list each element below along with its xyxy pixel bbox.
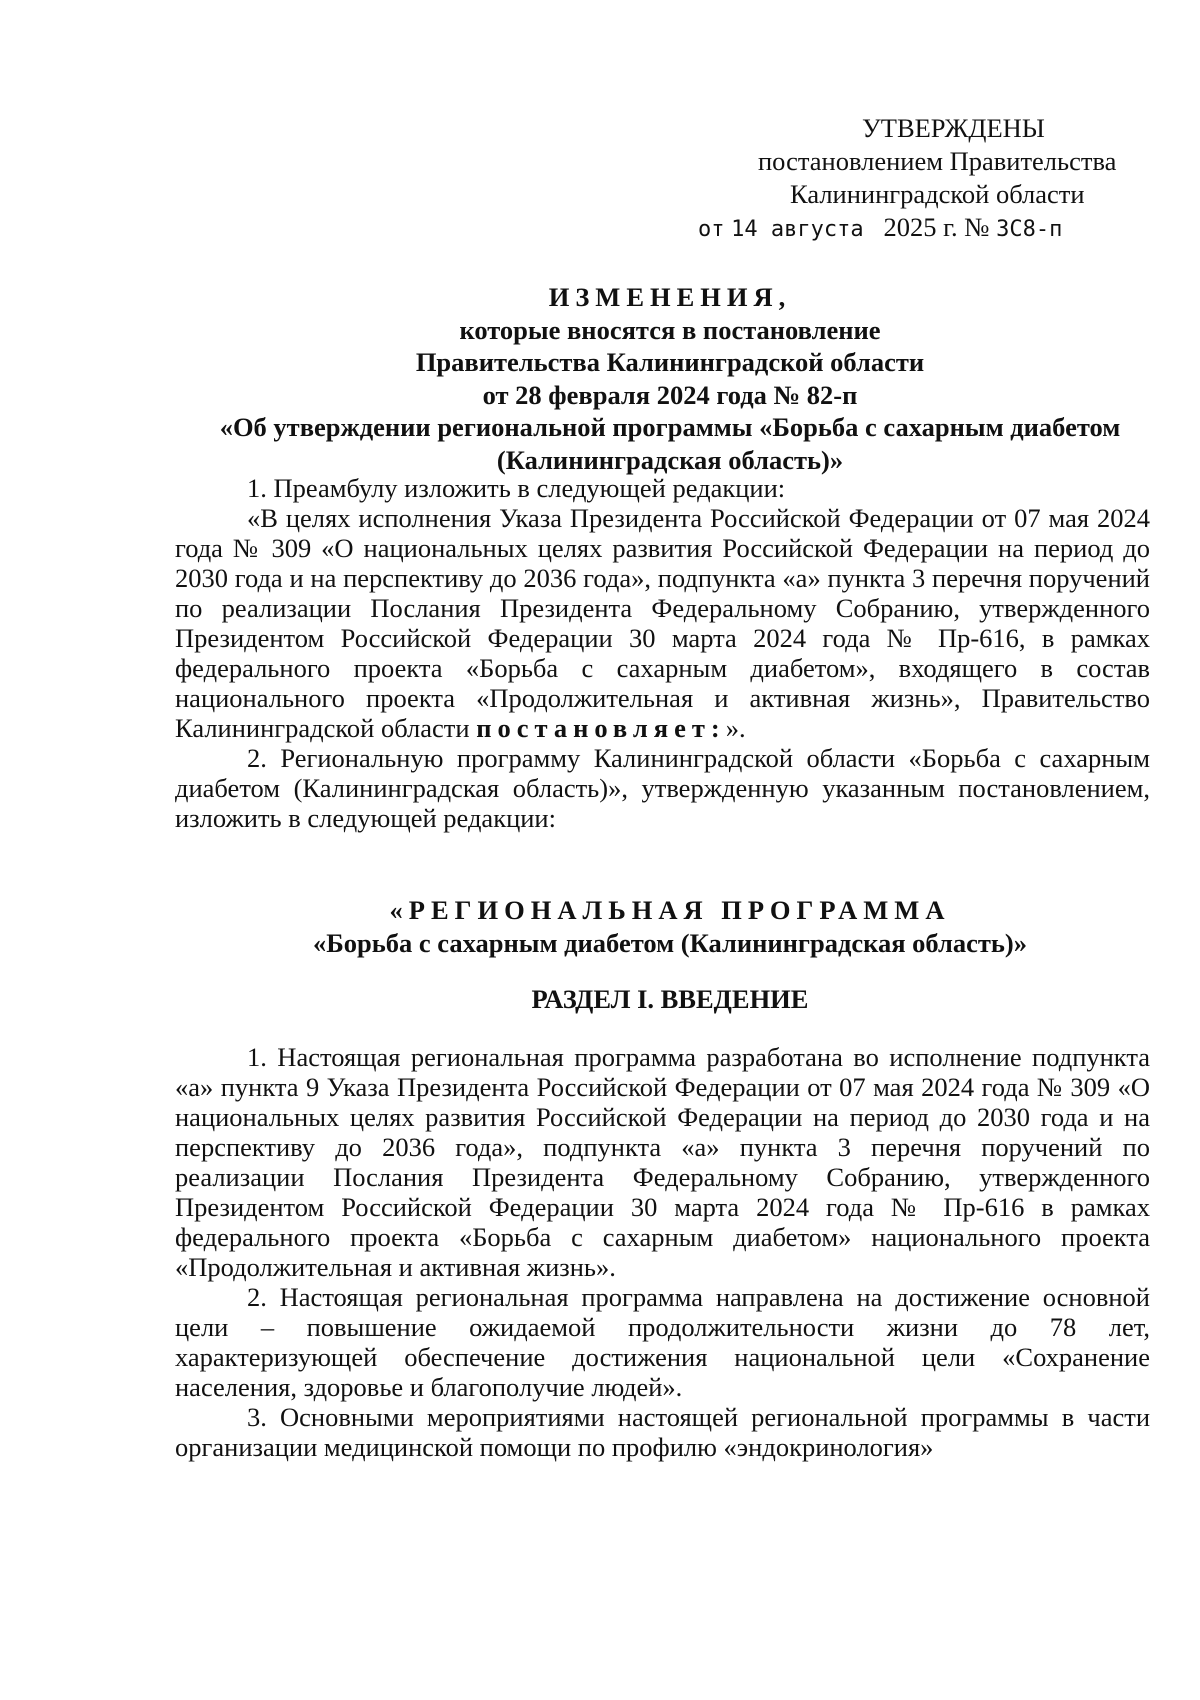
document-title: ИЗМЕНЕНИЯ, xyxy=(548,282,792,312)
approval-block xyxy=(640,112,1140,246)
preamble-end: ». xyxy=(725,713,746,743)
program-paragraph-3: 3. Основными мероприятиями настоящей региональной программы в части организации медицинской помощи по профилю «эндокринология» xyxy=(175,1402,1150,1462)
approval-date-year: 2025 г. № xyxy=(883,212,990,242)
program-title: «РЕГИОНАЛЬНАЯ ПРОГРАММА xyxy=(389,895,951,925)
program-body xyxy=(175,1042,1150,1462)
amendment-2: 2. Региональную программу Калининградской области «Борьба с сахарным диабетом (Калининградская область)», утвержденную указанным постановлением, изложить в следующей редакции: xyxy=(175,743,1150,833)
program-heading xyxy=(170,894,1170,959)
approval-date xyxy=(640,211,1140,246)
approval-date-prefix: от xyxy=(698,217,725,242)
document-heading xyxy=(170,281,1170,476)
heading-line-4: «Об утверждении региональной программы «Борьба с сахарным диабетом xyxy=(219,412,1121,442)
heading-line-1: которые вносятся в постановление xyxy=(459,314,881,345)
heading-line-5: (Калининградская область)» xyxy=(496,444,844,475)
approval-line-1: постановлением Правительства xyxy=(758,146,1117,176)
preamble-resolves: постановляет: xyxy=(476,713,726,743)
approval-date-day: 14 августа xyxy=(731,217,864,242)
program-paragraph-1: 1. Настоящая региональная программа разработана во исполнение подпункта «а» пункта 9 Указа Президента Российской Федерации от 07 мая 2024 года № 309 «О национальных целях развития Российской Федерации на период до 2030 года и на перспективу до 2036 года», подпункта «а» пункта 3 перечня поручений по реализации Послания Президента Федеральному Собранию, утвержденного Президентом Российской Федерации 30 марта 2024 года № Пр-616 в рамках федерального проекта «Борьба с сахарным диабетом» национального проекта «Продолжительная и активная жизнь». xyxy=(175,1042,1150,1282)
amendments-section xyxy=(175,473,1150,833)
heading-line-2: Правительства Калининградской области xyxy=(415,347,925,377)
approval-number: 3С8-п xyxy=(996,217,1063,242)
section-heading xyxy=(170,983,1170,1016)
preamble-text xyxy=(175,503,1150,743)
approval-line-2: Калининградской области xyxy=(790,179,1085,209)
preamble-body: «В целях исполнения Указа Президента Российской Федерации от 07 мая 2024 года № 309 «О национальных целях развития Российской Федерации на период до 2030 года и на перспективу до 2036 года», подпункта «а» пункта 3 перечня поручений по реализации Послания Президента Федеральному Собранию, утвержденного Президентом Российской Федерации 30 марта 2024 года № Пр-616, в рамках федерального проекта «Борьба с сахарным диабетом», входящего в состав национального проекта «Продолжительная и активная жизнь», Правительство Калининградской области xyxy=(175,503,1150,743)
program-subtitle: «Борьба с сахарным диабетом (Калининградская область)» xyxy=(312,927,1028,958)
section-title: РАЗДЕЛ I. ВВЕДЕНИЕ xyxy=(531,984,809,1014)
approval-title: УТВЕРЖДЕНЫ xyxy=(862,113,1045,143)
heading-line-3: от 28 февраля 2024 года № 82-п xyxy=(482,379,858,410)
program-paragraph-2: 2. Настоящая региональная программа направлена на достижение основной цели – повышение ожидаемой продолжительности жизни до 78 лет, характеризующей обеспечение достижения национальной цели «Сохранение населения, здоровье и благополучие людей». xyxy=(175,1282,1150,1402)
amendment-1-intro: 1. Преамбулу изложить в следующей редакции: xyxy=(247,473,786,503)
